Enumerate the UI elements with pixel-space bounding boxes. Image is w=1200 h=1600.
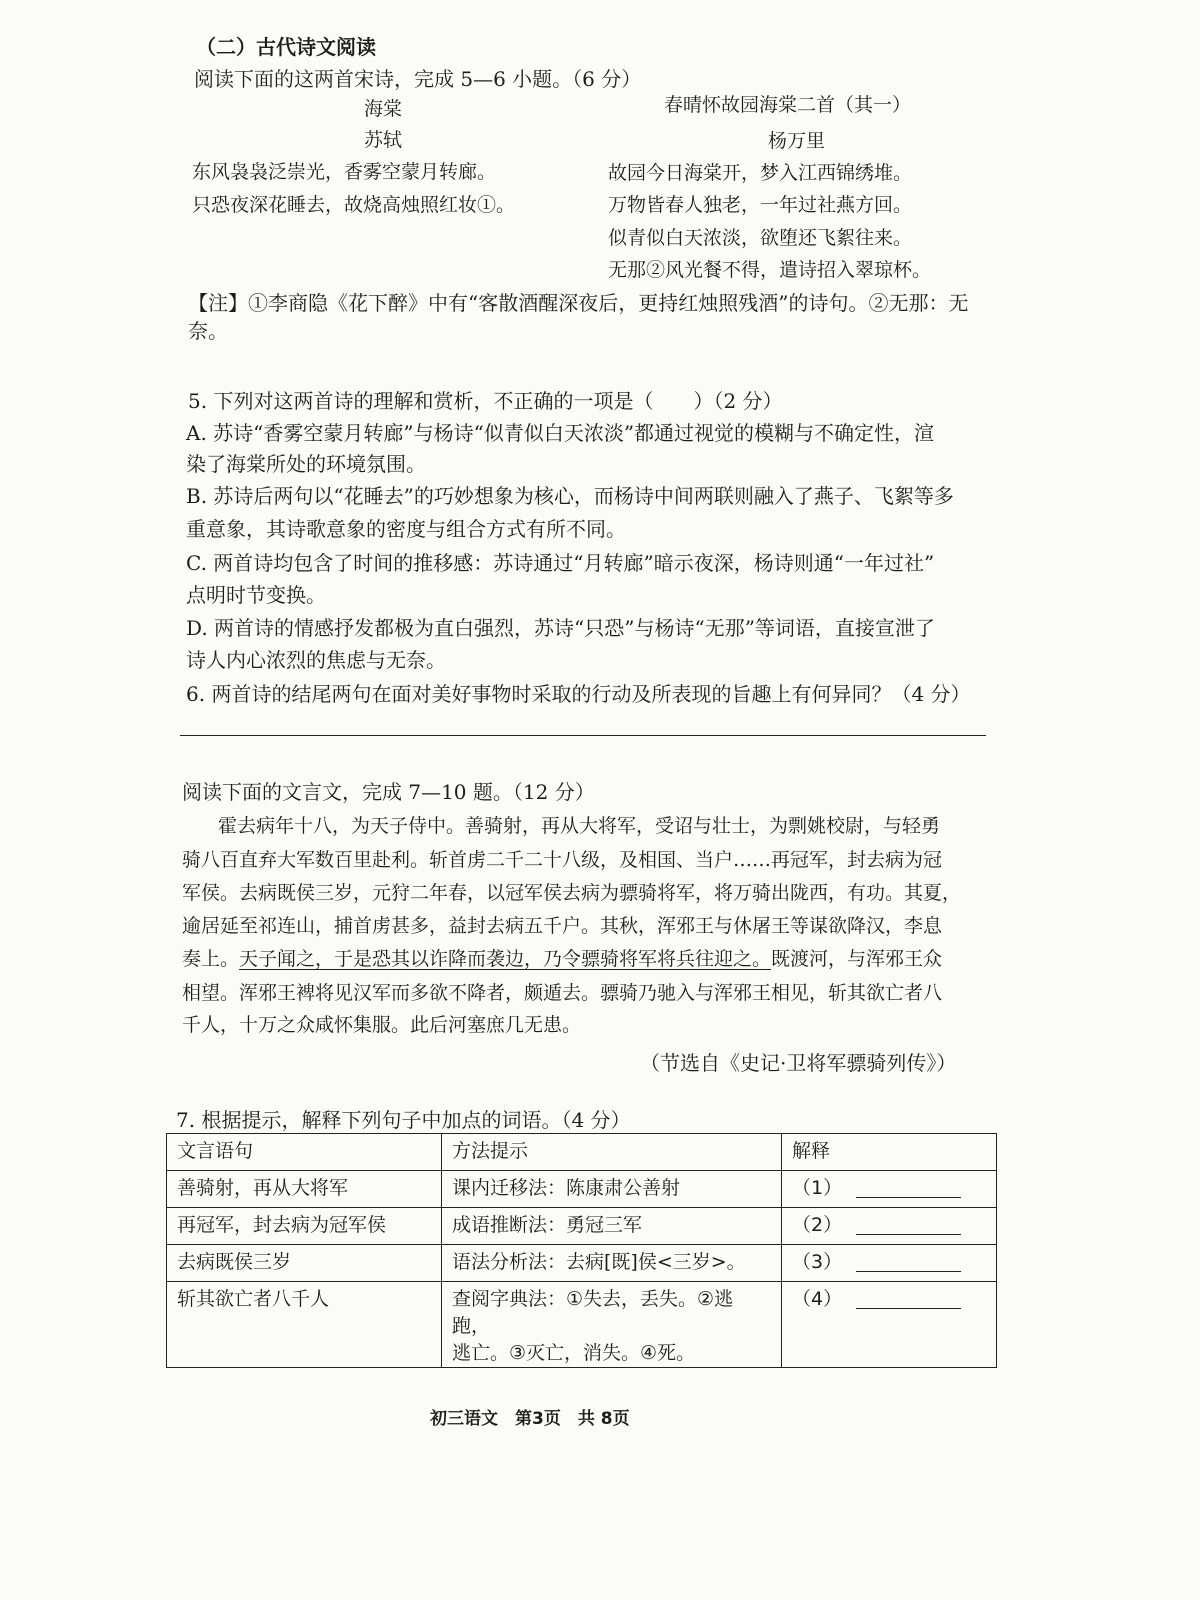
cell-sentence: 斩其欲亡者八千人 [167, 1282, 442, 1368]
q5-option-a: A. 苏诗“香雾空蒙月转廊”与杨诗“似青似白天浓淡”都通过视觉的模糊与不确定性，渲 [186, 421, 935, 445]
poem2-line: 万物皆春人独老，一年过社燕方回。 [608, 194, 913, 216]
q5-option-d-cont: 诗人内心浓烈的焦虑与无奈。 [186, 648, 446, 672]
prose-text: 既渡河，与浑邪王众 [771, 948, 943, 970]
q5-option-d: D. 两首诗的情感抒发都极为直白强烈，苏诗“只恐”与杨诗“无那”等词语，直接宣泄了 [186, 616, 935, 640]
note-line: 奈。 [188, 319, 228, 343]
table-header-row [167, 1134, 997, 1171]
page-footer: 初三语文 第3页 共 8页 [430, 1409, 630, 1429]
section-title: （二）古代诗文阅读 [196, 35, 376, 59]
answer-blank[interactable] [856, 1253, 961, 1272]
q6-stem: 6. 两首诗的结尾两句在面对美好事物时采取的行动及所表现的旨趣上有何异同？（4 分） [186, 682, 971, 706]
cell-answer[interactable] [782, 1245, 997, 1282]
poem2-author: 杨万里 [768, 130, 826, 152]
poem1-author: 苏轼 [364, 129, 403, 151]
q5-option-b: B. 苏诗后两句以“花睡去”的巧妙想象为核心，而杨诗中间两联则融入了燕子、飞絮等多 [186, 484, 954, 508]
cell-answer[interactable] [782, 1208, 997, 1245]
prose-source: （节选自《史记·卫将军骠骑列传》） [640, 1051, 957, 1075]
cell-hint: 成语推断法：勇冠三军 [442, 1208, 782, 1245]
answer-number: （4） [792, 1288, 843, 1310]
note-line: 【注】①李商隐《花下醉》中有“客散酒醒深夜后，更持红烛照残酒”的诗句。②无那：无 [188, 291, 969, 315]
cell-sentence: 善骑射，再从大将军 [167, 1171, 442, 1208]
prose-intro: 阅读下面的文言文，完成 7—10 题。（12 分） [182, 780, 595, 804]
q5-option-c-cont: 点明时节变换。 [186, 583, 326, 607]
prose-line: 骑八百直弃大军数百里赴利。斩首虏二千二十八级，及相国、当户……再冠军，封去病为冠 [182, 849, 943, 871]
table-row [167, 1208, 997, 1245]
answer-blank[interactable] [856, 1290, 961, 1309]
cell-hint: 语法分析法：去病[既]侯<三岁>。 [442, 1245, 782, 1282]
prose-line: 军侯。去病既侯三岁，元狩二年春，以冠军侯去病为骠骑将军，将万骑出陇西，有功。其夏， [182, 882, 962, 904]
answer-number: （2） [792, 1214, 843, 1236]
hint-line: 查阅字典法：①失去，丢失。②逃跑， [452, 1288, 734, 1337]
table-row [167, 1171, 997, 1208]
prose-line: 逾居延至祁连山，捕首虏甚多，益封去病五千户。其秋，浑邪王与休屠王等谋欲降汉，李息 [182, 915, 943, 937]
prose-line: 相望。浑邪王裨将见汉军而多欲不降者，颇遁去。骠骑乃驰入与浑邪王相见，斩其欲亡者八 [182, 982, 943, 1004]
table-row [167, 1245, 997, 1282]
cell-sentence: 去病既侯三岁 [167, 1245, 442, 1282]
poem1-title: 海棠 [364, 98, 403, 120]
prose-line: 霍去病年十八，为天子侍中。善骑射，再从大将军，受诏与壮士，为剽姚校尉，与轻勇 [218, 815, 941, 837]
table-row [167, 1282, 997, 1368]
poetry-intro: 阅读下面的这两首宋诗，完成 5—6 小题。（6 分） [194, 67, 642, 91]
cell-answer[interactable] [782, 1171, 997, 1208]
poem2-line: 无那②风光餐不得，遣诗招入翠琼杯。 [608, 259, 932, 281]
poem2-line: 似青似白天浓淡，欲堕还飞絮往来。 [608, 227, 913, 249]
answer-blank[interactable] [856, 1216, 961, 1235]
cell-hint [442, 1282, 782, 1368]
poem1-line: 东风袅袅泛崇光，香雾空蒙月转廊。 [192, 161, 497, 183]
q5-option-b-cont: 重意象，其诗歌意象的密度与组合方式有所不同。 [186, 517, 626, 541]
cell-hint: 课内迁移法：陈康肃公善射 [442, 1171, 782, 1208]
cell-sentence: 再冠军，封去病为冠军侯 [167, 1208, 442, 1245]
prose-text: 奏上。 [182, 948, 240, 970]
answer-blank[interactable] [856, 1179, 961, 1198]
prose-line [182, 947, 942, 972]
poem1-line: 只恐夜深花睡去，故烧高烛照红妆①。 [192, 194, 516, 216]
q6-answer-line[interactable] [180, 735, 986, 736]
underlined-sentence: 天子闻之，于是恐其以诈降而袭边，乃令骠骑将军将兵往迎之。 [239, 948, 772, 970]
poem2-title: 春晴怀故园海棠二首（其一） [664, 94, 912, 116]
prose-line: 千人，十万之众咸怀集服。此后河塞庶几无患。 [182, 1014, 582, 1036]
vocab-table [166, 1133, 997, 1368]
q7-stem: 7. 根据提示，解释下列句子中加点的词语。（4 分） [176, 1108, 631, 1132]
header-answer: 解释 [782, 1134, 997, 1171]
q5-option-c: C. 两首诗均包含了时间的推移感：苏诗通过“月转廊”暗示夜深，杨诗则通“一年过社” [186, 551, 935, 575]
q5-option-a-cont: 染了海棠所处的环境氛围。 [186, 452, 426, 476]
header-hint: 方法提示 [442, 1134, 782, 1171]
q5-stem: 5. 下列对这两首诗的理解和赏析，不正确的一项是（ ）（2 分） [188, 389, 783, 413]
hint-line: 逃亡。③灭亡，消失。④死。 [452, 1342, 696, 1364]
header-sentence: 文言语句 [167, 1134, 442, 1171]
cell-answer[interactable] [782, 1282, 997, 1368]
answer-number: （1） [792, 1177, 843, 1199]
answer-number: （3） [792, 1251, 843, 1273]
poem2-line: 故园今日海棠开，梦入江西锦绣堆。 [608, 162, 913, 184]
